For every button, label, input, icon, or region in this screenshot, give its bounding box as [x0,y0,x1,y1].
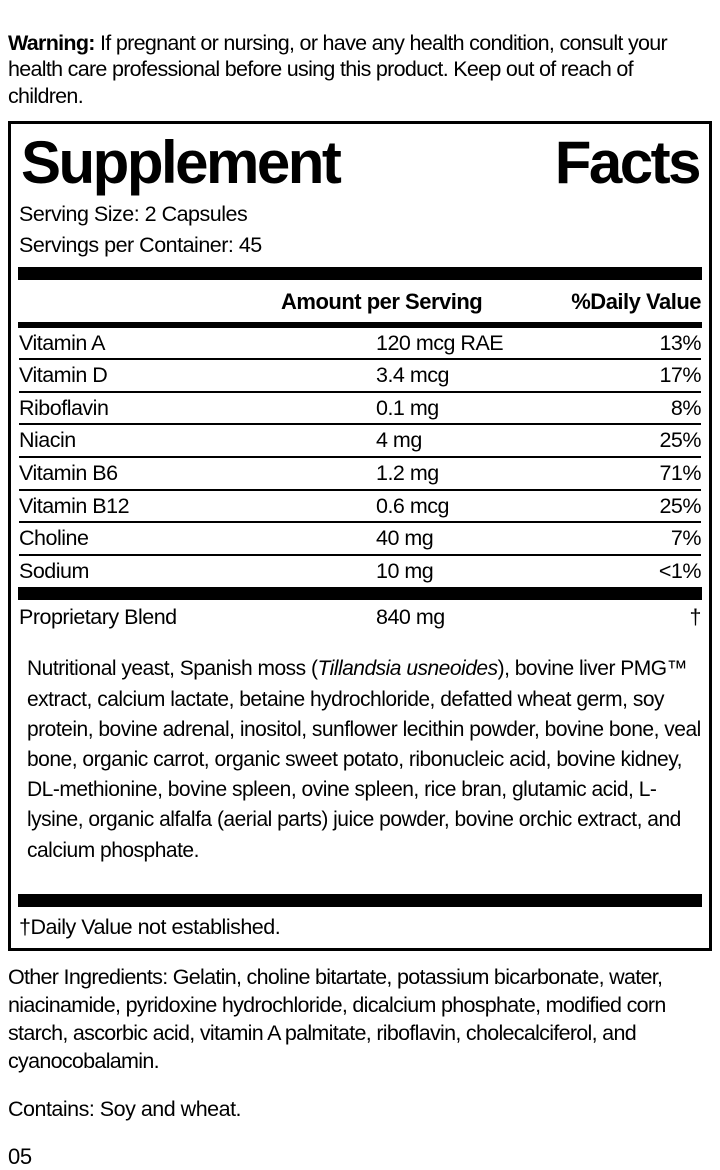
nutrient-amount: 40 mg [376,526,434,551]
table-row-choline [19,523,701,556]
serving-info [19,197,701,266]
proprietary-blend-amount: 840 mg [376,604,445,629]
servings-per-container: Servings per Container: 45 [19,232,262,257]
divider-thick-blend [18,587,702,600]
nutrient-amount: 10 mg [376,558,434,583]
nutrient-name: Vitamin A [19,330,105,355]
nutrient-amount: 4 mg [376,428,422,453]
other-ingredients: Other Ingredients: Gelatin, choline bitartate, potassium bicarbonate, water, niacinamide, pyridoxine hydrochloride, dicalcium phosphate, modified corn starch, ascorbic acid, vitamin A palmitate, riboflavin, cholecalciferol, and cyanocobalamin. [8,964,666,1073]
divider-thick-top [18,267,702,280]
nutrient-dv: 13% [659,330,701,355]
nutrient-dv: <1% [658,558,701,583]
nutrient-dv: 8% [670,395,701,420]
table-row-vitamin-d [19,360,701,393]
proprietary-blend-dagger: † [689,604,701,629]
divider-thick-footnote [18,894,702,907]
column-header-amount: Amount per Serving [281,288,483,314]
nutrient-dv: 25% [659,428,701,453]
nutrient-name: Riboflavin [19,395,109,420]
proprietary-blend-row [19,600,701,632]
warning-label: Warning: [8,30,95,55]
table-row-sodium [19,556,701,587]
nutrient-name: Choline [19,526,89,551]
column-header-daily-value: %Daily Value [571,288,701,314]
proprietary-blend-name: Proprietary Blend [19,604,177,629]
blend-description [19,652,701,873]
nutrient-table [19,328,701,587]
nutrient-amount: 1.2 mg [376,461,439,486]
daily-value-footnote: †Daily Value not established. [19,914,281,939]
warning-body: If pregnant or nursing, or have any health condition, consult your health care professional before using this product. Keep out of reach of children. [8,30,667,108]
panel-title-word2: Facts [554,129,699,197]
panel-title-word1: Supplement [21,129,340,197]
table-row-vitamin-a [19,328,701,361]
nutrient-dv: 25% [659,493,701,518]
product-code: 05 [8,1143,32,1169]
table-row-niacin [19,425,701,458]
contains-statement: Contains: Soy and wheat. [8,1097,242,1122]
nutrient-name: Sodium [19,558,89,583]
nutrient-amount: 0.6 mcg [376,493,449,518]
blend-text-2: ), bovine liver PMG™ extract, calcium lactate, betaine hydrochloride, defatted wheat germ, soy protein, bovine adrenal, inositol, sunflower lecithin powder, bovine bone, veal bone, organic carrot, organic sweet potato, ribonucleic acid, bovine kidney, DL-methionine, bovine spleen, ovine spleen, rice bran, glutamic acid, L-lysine, organic alfalfa (aerial parts) juice powder, bovine orchic extract, and calcium phosphate. [27,657,701,862]
nutrient-amount: 3.4 mcg [376,363,449,388]
blend-species-italic: Tillandsia usneoides [317,657,498,681]
panel-title [19,124,701,197]
nutrient-name: Vitamin B12 [19,493,130,518]
blend-text-1: Nutritional yeast, Spanish moss ( [27,657,318,681]
nutrient-name: Vitamin B6 [19,461,118,486]
nutrient-dv: 17% [659,363,701,388]
nutrient-amount: 120 mcg RAE [376,330,504,355]
table-row-riboflavin [19,393,701,426]
column-header-row [19,280,701,322]
nutrient-dv: 7% [670,526,701,551]
serving-size: Serving Size: 2 Capsules [19,202,248,227]
nutrient-name: Niacin [19,428,76,453]
warning-text [8,30,708,110]
table-row-vitamin-b6 [19,458,701,491]
table-row-vitamin-b12 [19,491,701,524]
supplement-facts-panel [8,121,712,950]
nutrient-amount: 0.1 mg [376,395,439,420]
nutrient-dv: 71% [659,461,701,486]
nutrient-name: Vitamin D [19,363,108,388]
